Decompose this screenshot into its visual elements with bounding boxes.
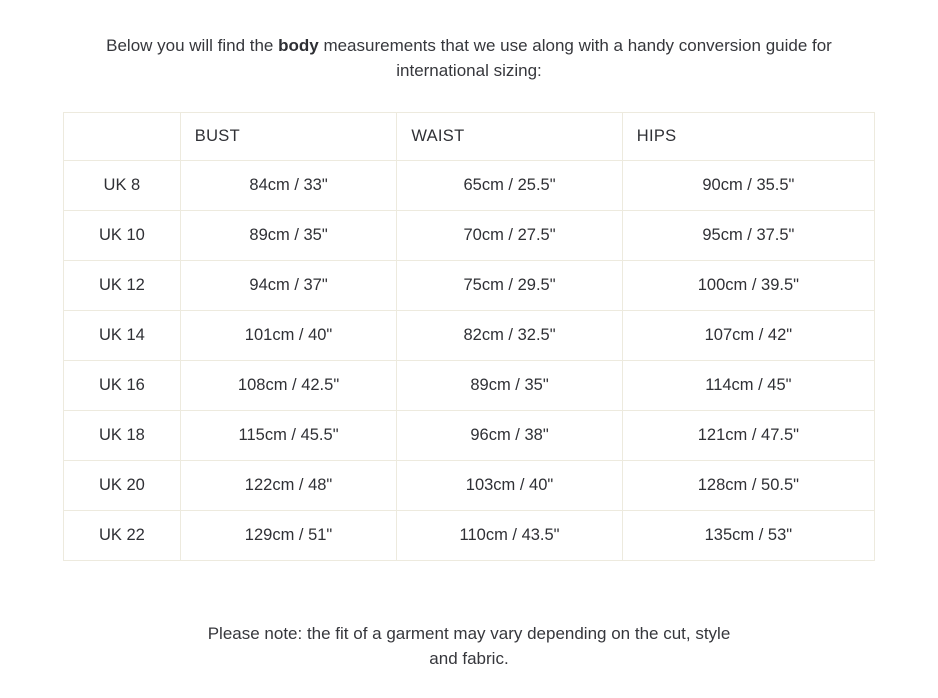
bust-cell: 89cm / 35" xyxy=(180,211,397,261)
bust-cell: 108cm / 42.5" xyxy=(180,361,397,411)
bust-cell: 84cm / 33" xyxy=(180,161,397,211)
hips-cell: 107cm / 42" xyxy=(622,311,874,361)
waist-cell: 110cm / 43.5" xyxy=(397,511,622,561)
header-hips-cell: HIPS xyxy=(622,113,874,161)
header-waist-cell: WAIST xyxy=(397,113,622,161)
size-cell: UK 12 xyxy=(64,261,181,311)
size-cell: UK 20 xyxy=(64,461,181,511)
size-cell: UK 18 xyxy=(64,411,181,461)
intro-text-before: Below you will find the xyxy=(106,36,279,55)
size-cell: UK 8 xyxy=(64,161,181,211)
header-size-cell xyxy=(64,113,181,161)
intro-text-bold-word: body xyxy=(278,36,319,55)
hips-cell: 135cm / 53" xyxy=(622,511,874,561)
bust-cell: 94cm / 37" xyxy=(180,261,397,311)
table-row xyxy=(64,211,875,261)
waist-cell: 103cm / 40" xyxy=(397,461,622,511)
size-cell: UK 10 xyxy=(64,211,181,261)
hips-cell: 90cm / 35.5" xyxy=(622,161,874,211)
header-bust-cell: BUST xyxy=(180,113,397,161)
bust-cell: 129cm / 51" xyxy=(180,511,397,561)
hips-cell: 128cm / 50.5" xyxy=(622,461,874,511)
waist-cell: 82cm / 32.5" xyxy=(397,311,622,361)
table-row xyxy=(64,511,875,561)
hips-cell: 95cm / 37.5" xyxy=(622,211,874,261)
hips-cell: 114cm / 45" xyxy=(622,361,874,411)
size-cell: UK 14 xyxy=(64,311,181,361)
waist-cell: 96cm / 38" xyxy=(397,411,622,461)
waist-cell: 65cm / 25.5" xyxy=(397,161,622,211)
table-row xyxy=(64,461,875,511)
size-chart-table xyxy=(63,112,875,561)
intro-text xyxy=(64,33,874,83)
table-row xyxy=(64,261,875,311)
bust-cell: 101cm / 40" xyxy=(180,311,397,361)
hips-cell: 100cm / 39.5" xyxy=(622,261,874,311)
table-row xyxy=(64,411,875,461)
table-row xyxy=(64,361,875,411)
waist-cell: 70cm / 27.5" xyxy=(397,211,622,261)
intro-text-after: measurements that we use along with a handy conversion guide for international sizing: xyxy=(318,36,832,80)
waist-cell: 89cm / 35" xyxy=(397,361,622,411)
bust-cell: 115cm / 45.5" xyxy=(180,411,397,461)
header-row xyxy=(64,113,875,161)
size-cell: UK 16 xyxy=(64,361,181,411)
table-row xyxy=(64,161,875,211)
hips-cell: 121cm / 47.5" xyxy=(622,411,874,461)
table-row xyxy=(64,311,875,361)
footer-note: Please note: the fit of a garment may vary depending on the cut, style and fabric. xyxy=(207,624,731,668)
waist-cell: 75cm / 29.5" xyxy=(397,261,622,311)
size-cell: UK 22 xyxy=(64,511,181,561)
bust-cell: 122cm / 48" xyxy=(180,461,397,511)
